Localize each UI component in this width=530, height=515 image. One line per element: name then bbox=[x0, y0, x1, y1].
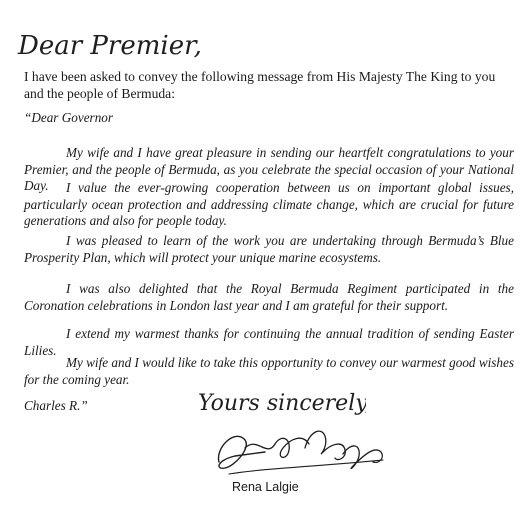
closing-text: Yours sincerely, bbox=[198, 391, 366, 416]
quote-paragraph-5: I extend my warmest thanks for continuing the annual tradition of sending Easter Lilies. bbox=[24, 326, 514, 358]
quote-paragraph-2: I value the ever-growing cooperation between us on important global issues, particularly ocean protection and addressing climate change, which are crucial for future generations and also for people today. bbox=[24, 180, 514, 229]
handwritten-closing bbox=[196, 382, 366, 422]
quote-paragraph-4: I was also delighted that the Royal Bermuda Regiment participated in the Coronation celebrations in London last year and I am grateful for their support. bbox=[24, 281, 514, 313]
handwritten-signature bbox=[205, 418, 405, 488]
signature-text: Rena Lalgie bbox=[205, 418, 210, 419]
quote-opening: “Dear Governor bbox=[24, 110, 114, 125]
quote-signoff: Charles R.” bbox=[24, 398, 88, 413]
signer-name: Rena Lalgie bbox=[232, 480, 299, 494]
closing-handwriting bbox=[196, 382, 366, 422]
quote-paragraph-6: My wife and I would like to take this opportunity to convey our warmest good wishes for the coming year. bbox=[24, 355, 514, 387]
signature-image bbox=[205, 418, 405, 488]
quote-paragraph-3: I was pleased to learn of the work you are undertaking through Bermuda’s Blue Prosperity Plan, which will protect your unique marine ecosystems. bbox=[24, 233, 514, 265]
intro-paragraph: I have been asked to convey the following message from His Majesty The King to you and the people of Bermuda: bbox=[24, 69, 496, 101]
salutation-text: Dear Premier, bbox=[18, 31, 202, 61]
handwritten-salutation bbox=[14, 22, 214, 70]
salutation-handwriting bbox=[14, 22, 214, 70]
quote-paragraph-1: My wife and I have great pleasure in sending our heartfelt congratulations to your Premier, and the people of Bermuda, as you celebrate the special occasion of your National Day. bbox=[24, 145, 514, 194]
